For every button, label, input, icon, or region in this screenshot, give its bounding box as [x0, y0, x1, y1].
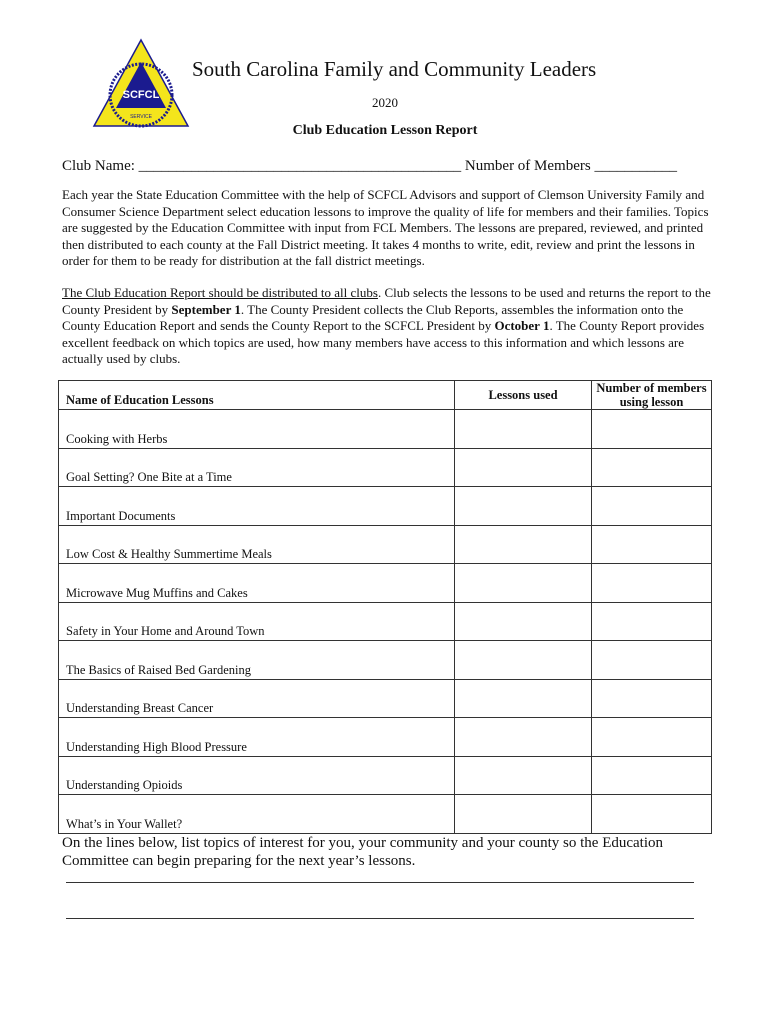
lessons-used-cell[interactable] [455, 487, 592, 526]
table-row [59, 525, 712, 564]
page-title: South Carolina Family and Community Leaders [192, 57, 597, 81]
table-row [59, 795, 712, 834]
members-count-cell[interactable] [592, 564, 712, 603]
lesson-name: What’s in Your Wallet? [59, 795, 455, 834]
deadline-county: October 1 [494, 318, 550, 334]
lessons-used-cell[interactable] [455, 641, 592, 680]
members-count-cell[interactable] [592, 795, 712, 834]
members-count-cell[interactable] [592, 525, 712, 564]
lessons-used-cell[interactable] [455, 602, 592, 641]
lesson-name: Understanding High Blood Pressure [59, 718, 455, 757]
members-count-cell[interactable] [592, 602, 712, 641]
club-name-field[interactable]: Club Name: ___________________________________________ Number of Members ___________ [62, 158, 677, 174]
lesson-name: Safety in Your Home and Around Town [59, 602, 455, 641]
lesson-name: The Basics of Raised Bed Gardening [59, 641, 455, 680]
table-row [59, 564, 712, 603]
members-count-cell[interactable] [592, 679, 712, 718]
text: . The County President collects the Club Reports, assembles the information onto the County Education Report and sends the County Report to the SCFCL President by [62, 301, 684, 334]
topic-line-2[interactable] [66, 918, 694, 919]
intro-paragraph: Each year the State Education Committee with the help of SCFCL Advisors and support of Clemson University Family and Consumer Science Department select education lessons to improve the quality of life for members and their families. Topics are suggested by the Education Committee with input from FCL Members. The lessons are prepared, reviewed, and printed then distributed to each county at the Fall District meeting. It takes 4 months to write, edit, review and print the lessons in order for them to be ready for distribution at the fall district meetings. [62, 187, 709, 269]
lessons-used-cell[interactable] [455, 756, 592, 795]
lessons-used-cell[interactable] [455, 679, 592, 718]
members-count-cell[interactable] [592, 718, 712, 757]
lesson-name: Goal Setting? One Bite at a Time [59, 448, 455, 487]
year: 2020 [372, 95, 398, 110]
footer-instructions: On the lines below, list topics of interest for you, your community and your county so the Education Committee can begin preparing for the next year’s lessons. [62, 835, 664, 869]
lessons-table [58, 380, 712, 834]
lessons-used-cell[interactable] [455, 448, 592, 487]
members-count-cell[interactable] [592, 448, 712, 487]
members-count-cell[interactable] [592, 641, 712, 680]
header-lesson-name: Name of Education Lessons [59, 381, 455, 410]
table-row [59, 641, 712, 680]
table-row [59, 410, 712, 449]
table-row [59, 756, 712, 795]
lesson-name: Cooking with Herbs [59, 410, 455, 449]
scfcl-logo [92, 38, 190, 128]
table-row [59, 602, 712, 641]
header-lessons-used: Lessons used [455, 381, 592, 410]
lessons-used-cell[interactable] [455, 525, 592, 564]
text: . Club selects the lessons to be used and returns the report to the County President by [62, 285, 711, 317]
table-row [59, 487, 712, 526]
deadline-club: September 1 [171, 301, 241, 317]
table-row [59, 679, 712, 718]
table-row [59, 448, 712, 487]
lessons-used-cell[interactable] [455, 795, 592, 834]
members-count-cell[interactable] [592, 487, 712, 526]
members-count-cell[interactable] [592, 410, 712, 449]
instructions-paragraph [62, 285, 712, 368]
svg-text:SCFCL: SCFCL [122, 89, 160, 101]
report-subtitle: Club Education Lesson Report [292, 123, 478, 138]
header-members-count: Number of members using lesson [592, 381, 712, 410]
lesson-name: Understanding Breast Cancer [59, 679, 455, 718]
svg-text:SERVICE: SERVICE [130, 114, 152, 120]
lessons-used-cell[interactable] [455, 410, 592, 449]
lesson-name: Understanding Opioids [59, 756, 455, 795]
lesson-name: Important Documents [59, 487, 455, 526]
topic-line-1[interactable] [66, 882, 694, 883]
lesson-name: Low Cost & Healthy Summertime Meals [59, 525, 455, 564]
members-count-cell[interactable] [592, 756, 712, 795]
distribution-note: The Club Education Report should be distributed to all clubs [62, 285, 378, 300]
table-row [59, 718, 712, 757]
lessons-used-cell[interactable] [455, 564, 592, 603]
lesson-name: Microwave Mug Muffins and Cakes [59, 564, 455, 603]
text: . The County Report provides excellent feedback on which topics are used, how many members have access to this information and which lessons are actually used by clubs. [62, 318, 705, 367]
lessons-used-cell[interactable] [455, 718, 592, 757]
